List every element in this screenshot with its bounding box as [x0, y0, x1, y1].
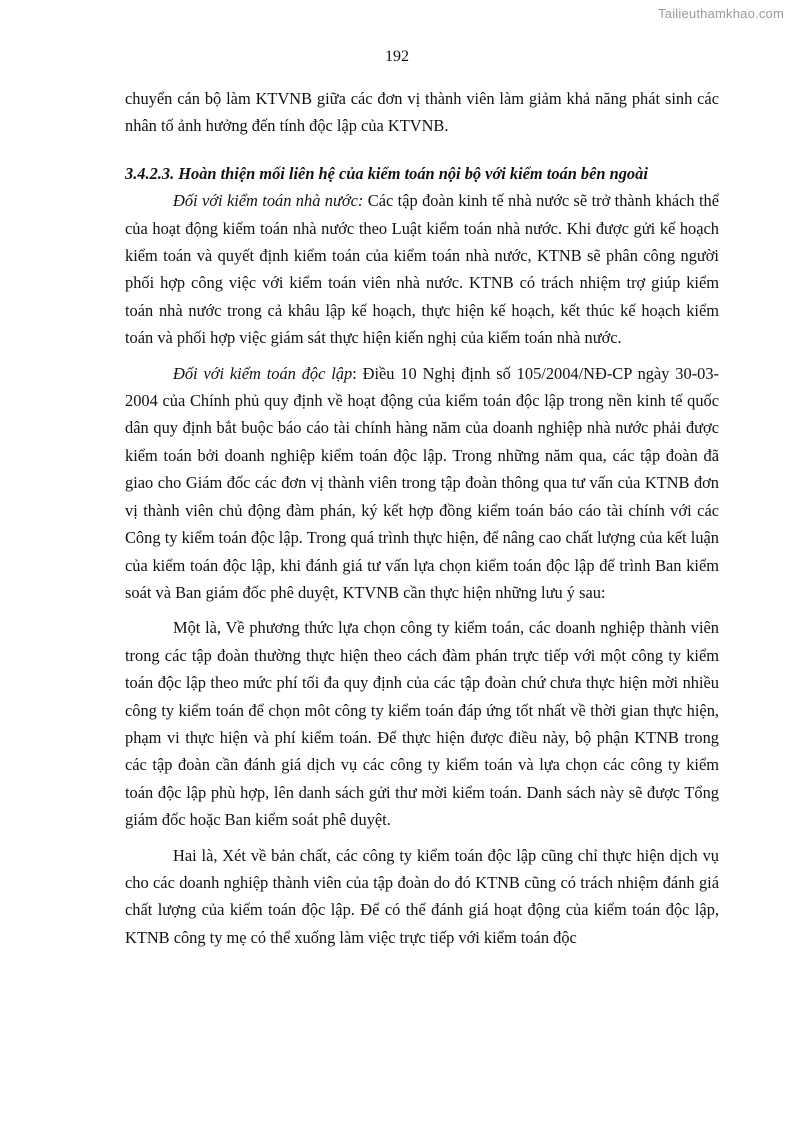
paragraph-body-independent-audit: : Điều 10 Nghị định số 105/2004/NĐ-CP ngày 30-03-2004 của Chính phủ quy định về hoạt động của kiểm toán độc lập trong nền kinh tế quốc dân quy định bắt buộc báo cáo tài chính hàng năm của doanh nghiệp nhà nước phải được kiểm toán bởi doanh nghiệp kiểm toán độc lập. Trong những năm qua, các tập đoàn đã giao cho Giám đốc các đơn vị thành viên trong tập đoàn thông qua tư vấn của KTNB đơn vị thành viên chủ động đàm phán, ký kết hợp đồng kiểm toán báo cáo tài chính với các Công ty kiểm toán độc lập. Trong quá trình thực hiện, để nâng cao chất lượng của kết luận của kiểm toán độc lập, khi đánh giá tư vấn lựa chọn kiểm toán độc lập để trình Ban kiểm soát và Ban giám đốc phê duyệt, KTVNB cần thực hiện những lưu ý sau: [125, 363, 720, 602]
section-heading: 3.4.2.3. Hoàn thiện mối liên hệ của kiểm toán nội bộ với kiểm toán bên ngoài [125, 163, 648, 183]
paragraph-lead-independent-audit: Đối với kiểm toán độc lập [173, 363, 353, 383]
paragraph-point-two: Hai là, Xét về bản chất, các công ty kiểm toán độc lập cũng chỉ thực hiện dịch vụ cho các doanh nghiệp thành viên của tập đoàn do đó KTNB cũng có trách nhiệm đánh giá chất lượng của kiểm toán độc lập. Để có thể đánh giá hoạt động của kiểm toán độc lập, KTNB công ty mẹ có thể xuống làm việc trực tiếp với kiểm toán độc [125, 845, 719, 947]
paragraph-state-audit [125, 187, 719, 351]
paragraph-body-state-audit: Các tập đoàn kinh tế nhà nước sẽ trở thành khách thể của hoạt động kiểm toán nhà nước theo Luật kiểm toán nhà nước. Khi được gửi kế hoạch kiểm toán và quyết định kiểm toán của kiểm toán nhà nước, KTNB sẽ phân công người phối hợp công việc với kiểm toán viên nhà nước. KTNB có trách nhiệm trợ giúp kiểm toán nhà nước trong cả khâu lập kế hoạch, thực hiện kế hoạch, kết thúc kế hoạch kiểm toán và phối hợp việc giám sát thực hiện kiến nghị của kiểm toán nhà nước. [125, 191, 719, 348]
paragraph-continuation: chuyển cán bộ làm KTVNB giữa các đơn vị thành viên làm giảm khả năng phát sinh các nhân tố ảnh hưởng đến tính độc lập của KTVNB. [125, 89, 719, 136]
paragraph-lead-state-audit: Đối với kiểm toán nhà nước: [173, 191, 364, 211]
paragraph-independent-audit [125, 360, 719, 607]
page-number: 192 [385, 48, 409, 65]
watermark-text: Tailieuthamkhao.com [658, 6, 784, 21]
paragraph-point-one: Một là, Về phương thức lựa chọn công ty kiểm toán, các doanh nghiệp thành viên trong các tập đoàn thường thực hiện theo cách đàm phán trực tiếp với một công ty kiểm toán độc lập theo mức phí tối đa quy định của các tập đoàn chứ chưa thực hiện mời nhiều công ty kiểm toán để chọn môt công ty kiểm toán đáp ứng tốt nhất về thời gian thực hiện, phạm vi thực hiện và phí kiểm toán. Để thực hiện được điều này, bộ phận KTNB trong các tập đoàn cần đánh giá dịch vụ các công ty kiểm toán và lựa chọn các công ty kiểm toán độc lập phù hợp, lên danh sách gửi thư mời kiểm toán. Danh sách này sẽ được Tổng giám đốc hoặc Ban kiểm soát phê duyệt. [125, 618, 719, 830]
document-body [125, 85, 719, 959]
